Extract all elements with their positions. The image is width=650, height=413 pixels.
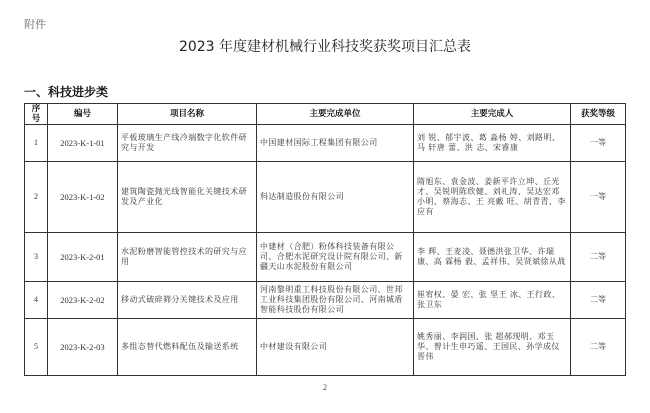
cell-level: 二等 [571, 233, 626, 282]
cell-seq: 3 [25, 233, 48, 282]
cell-code: 2023-K-1-02 [48, 162, 118, 233]
cell-level: 二等 [571, 282, 626, 319]
cell-project-name: 移动式破碎筛分关键技术及应用 [118, 282, 257, 319]
document-title: 2023 年度建材机械行业科技奖获奖项目汇总表 [178, 39, 472, 55]
attachment-label: 附件 [24, 18, 46, 31]
cell-unit: 科达制造股份有限公司 [257, 162, 414, 233]
cell-level: 一等 [571, 125, 626, 162]
cell-code: 2023-K-2-02 [48, 282, 118, 319]
cell-people: 隋旭东、袁金波、姜新平许立坤、丘光才、吴锐明陈欣健、刘礼涛、吴达宏邓小明、蔡海志、王 亮戴 旺、胡青青、李应有 [414, 162, 571, 233]
cell-people: 刘 锐、郁宇波、葛 淼杨 婷、刘路明、马 轩唐 蕾、洪 志、宋睿康 [414, 125, 571, 162]
table-row [25, 125, 626, 162]
cell-project-name: 多组态替代燃料配伍及输送系统 [118, 319, 257, 376]
column-header-seq: 序号 [25, 104, 48, 125]
column-header-level: 获奖等级 [571, 104, 626, 125]
cell-code: 2023-K-2-03 [48, 319, 118, 376]
cell-code: 2023-K-2-01 [48, 233, 118, 282]
cell-seq: 1 [25, 125, 48, 162]
column-header-code: 编号 [48, 104, 118, 125]
section-heading: 一、科技进步类 [24, 85, 109, 99]
cell-unit: 中材建设有限公司 [257, 319, 414, 376]
cell-unit: 河南黎明重工科技股份有限公司、世邦工业科技集团股份有限公司、河南城盾智能科技股份有限公司 [257, 282, 414, 319]
cell-people: 崔宥权、晏 宏、张 坚王 冰、王行政、张卫东 [414, 282, 571, 319]
column-header-people: 主要完成人 [414, 104, 571, 125]
cell-project-name: 水泥粉磨智能管控技术的研究与应用 [118, 233, 257, 282]
table-header-row [25, 104, 626, 125]
table-row [25, 233, 626, 282]
cell-unit: 中国建材国际工程集团有限公司 [257, 125, 414, 162]
cell-project-name: 建筑陶瓷抛光线智能化关键技术研发及产业化 [118, 162, 257, 233]
cell-seq: 5 [25, 319, 48, 376]
column-header-unit: 主要完成单位 [257, 104, 414, 125]
cell-level: 二等 [571, 319, 626, 376]
cell-code: 2023-K-1-01 [48, 125, 118, 162]
cell-level: 一等 [571, 162, 626, 233]
page-number: 2 [323, 383, 327, 392]
cell-project-name: 平板玻璃生产线冷端数字化软件研究与开发 [118, 125, 257, 162]
cell-people: 李 辉、王麦凌、聂德洪张卫华、许瑞康、高 霖杨 毅、孟祥伟、吴贤斌徐从战 [414, 233, 571, 282]
table-row [25, 282, 626, 319]
table-row [25, 162, 626, 233]
awards-table [24, 103, 626, 376]
cell-seq: 2 [25, 162, 48, 233]
cell-unit: 中建材（合肥）粉体科技装备有限公司、合肥水泥研究设计院有限公司、新疆天山水泥股份有限公司 [257, 233, 414, 282]
column-header-name: 项目名称 [118, 104, 257, 125]
cell-seq: 4 [25, 282, 48, 319]
cell-people: 姚秀丽、李润国、张 超郝现明、邓玉华、曾计生申巧遥、王国民、孙学成仪晋伟 [414, 319, 571, 376]
table-row [25, 319, 626, 376]
